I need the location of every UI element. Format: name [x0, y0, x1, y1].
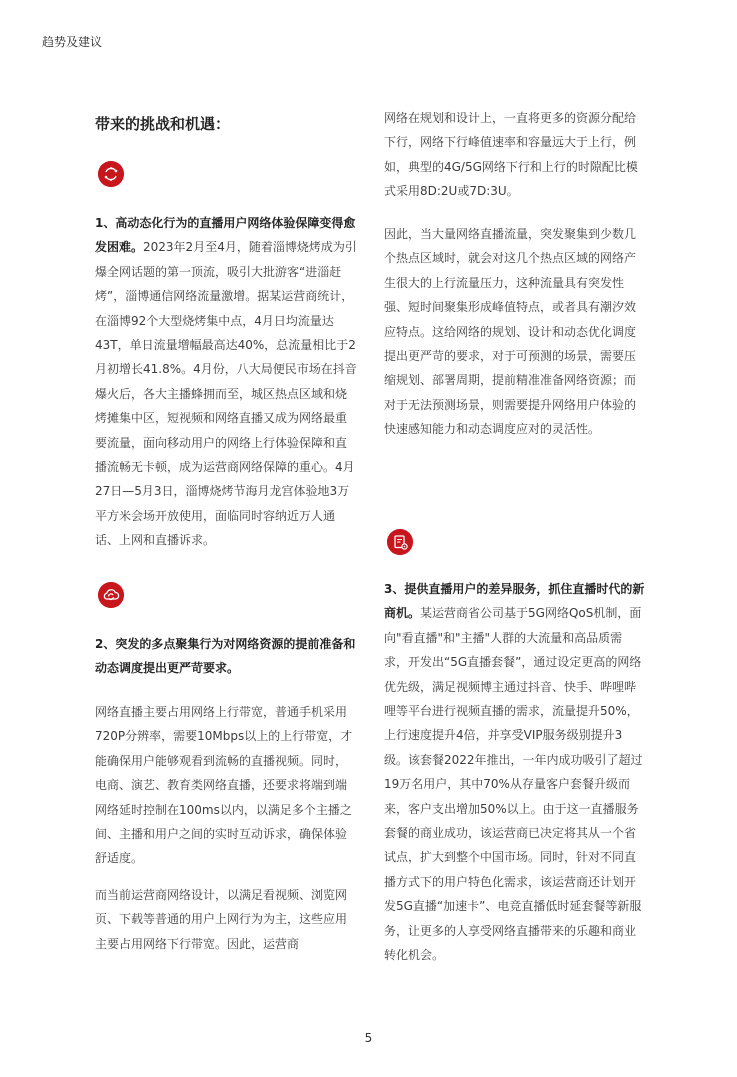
refresh-cycle-icon: [98, 161, 124, 187]
item-2-paragraph-2-continued: 网络在规划和设计上，一直将更多的资源分配给下行，网络下行峰值速率和容量远大于上行，例如，典型的4G/5G网络下行和上行的时隙配比模式采用8D:2U或7D:3U。: [384, 111, 638, 199]
checklist-settings-icon: [387, 529, 413, 555]
item-2-paragraph-1: 网络直播主要占用网络上行带宽，普通手机采用720P分辨率，需要10Mbps以上的上行带宽，才能确保用户能够观看到流畅的直播视频。同时，电商、演艺、教育类网络直播，还要求将端到端网络延时控制在100ms以内，以满足多个主播之间、主播和用户之间的实时互动诉求，确保体验舒适度。: [95, 705, 353, 866]
section-title: 带来的挑战和机遇：: [95, 115, 231, 133]
item-1-text: [95, 211, 357, 553]
page-number: 5: [364, 1031, 373, 1045]
cloud-sync-icon: [98, 582, 124, 608]
page-header: 趋势及建议: [42, 35, 103, 49]
item-2-paragraph-2: 而当前运营商网络设计，以满足看视频、浏览网页、下载等普通的用户上网行为为主，这些应用主要占用网络下行带宽。因此，运营商: [95, 888, 348, 951]
item-2-title-text: 2、突发的多点聚集行为对网络资源的提前准备和动态调度提出更严苛要求。: [95, 637, 356, 676]
item-1-body: 2023年2月至4月，随着淄博烧烤成为引爆全网话题的第一顶流，吸引大批游客“进淄赶烤”，淄博通信网络流量激增。据某运营商统计，在淄博92个大型烧烤集中点，4月日均流量达43T，单日流量增幅最高达40%，总流量相比于2月初增长41.8%。4月份，八大局便民市场在抖音爆火后，各大主播蜂拥而至，城区热点区域和烧烤摊集中区，短视频和网络直播又成为网络最重要流量，面向移动用户的网络上行体验保障和直播流畅无卡顿，成为运营商网络保障的重心。4月27日—5月3日，淄博烧烤节海月龙宫体验地3万平方米会场开放使用，面临同时容纳近万人通话、上网和直播诉求。: [95, 240, 357, 548]
item-3-text: [384, 577, 646, 968]
item-2-paragraph-3: 因此，当大量网络直播流量，突发聚集到少数几个热点区域时，就会对这几个热点区域的网络产生很大的上行流量压力，这种流量具有突发性强、短时间聚集形成峰值特点，或者具有潮汐效应特点。这给网络的规划、设计和动态优化调度提出更严苛的要求，对于可预测的场景，需要压缩规划、部署周期，提前精准准备网络资源；而对于无法预测场景，则需要提升网络用户体验的快速感知能力和动态调度应对的灵活性。: [384, 227, 637, 437]
item-3-title: 3、提供直播用户的差异服务，抓住直播时代的新商机。: [384, 582, 645, 621]
item-2-title: [95, 632, 357, 681]
item-1-title: 1、高动态化行为的直播用户网络体验保障变得愈发困难。: [95, 216, 356, 255]
item-3-body: 某运营商省公司基于5G网络QoS机制，面向"看直播"和"主播"人群的大流量和高品质需求，开发出“5G直播套餐”，通过设定更高的网络优先级，满足视频博主通过抖音、快手、哔哩哔哩等平台进行视频直播的需求，流量提升50%，上行速度提升4倍，并享受VIP服务级别提升3级。该套餐2022年推出，一年内成功吸引了超过19万名用户，其中70%从存量客户套餐升级而来，客户支出增加50%以上。由于这一直播服务套餐的商业成功，该运营商已决定将其从一个省试点，扩大到整个中国市场。同时，针对不同直播方式下的用户特色化需求，该运营商还计划开发5G直播“加速卡”、电竞直播低时延套餐等新服务，让更多的人享受网络直播带来的乐趣和商业转化机会。: [384, 606, 643, 963]
